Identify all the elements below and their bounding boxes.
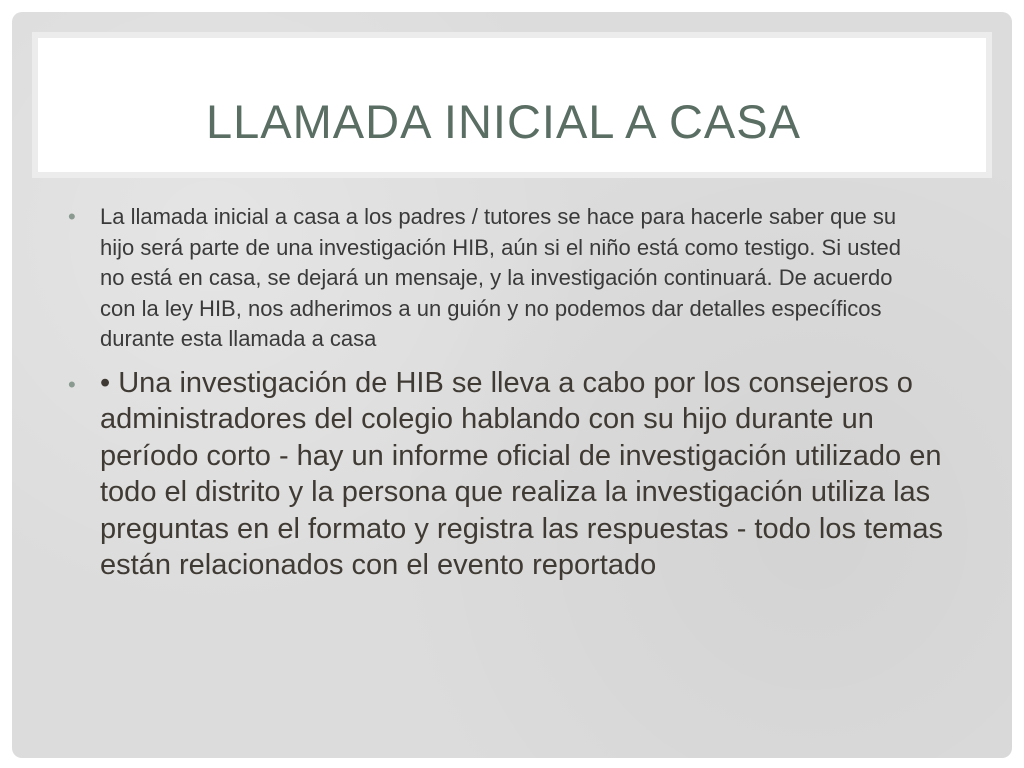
bullet-marker: •	[68, 204, 76, 229]
bullet-text: La llamada inicial a casa a los padres / tutores se hace para hacerle saber que su hijo será parte de una investigación HIB, aún si el niño está como testigo. Si usted no está en casa, se dejará un mensaje, y la investigación continuará. De acuerdo con la ley HIB, nos adherimos a un guión y no podemos dar detalles específicos durante esta llamada a casa	[100, 204, 902, 351]
bullet-text: • Una investigación de HIB se lleva a cabo por los consejeros o administradores del colegio hablando con su hijo durante un período corto - hay un informe oficial de investigación utilizado en todo el distrito y la persona que realiza la investigación utiliza las preguntas en el formato y registra las respuestas - todo los temas están relacionados con el evento reportado	[100, 366, 944, 581]
bullet-item-investigation	[68, 365, 960, 584]
title-box	[32, 32, 992, 178]
slide-title: LLAMADA INICIAL A CASA	[206, 95, 801, 148]
bullet-marker: •	[68, 371, 76, 397]
bullet-item-call	[68, 202, 920, 355]
bullet-list	[68, 202, 968, 584]
slide	[12, 12, 1012, 758]
